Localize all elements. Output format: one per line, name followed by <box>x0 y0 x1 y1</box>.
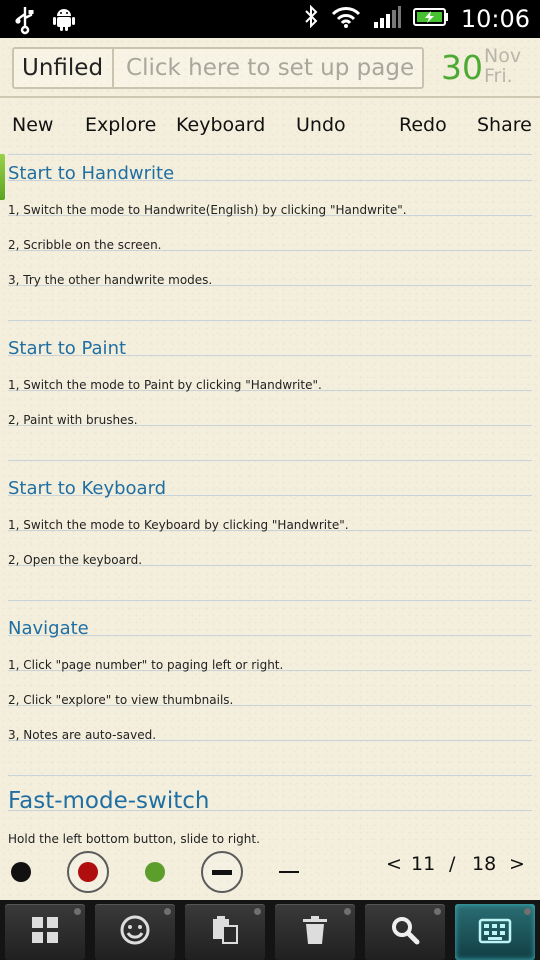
page-separator: / <box>449 853 456 875</box>
share-button[interactable]: Share <box>477 114 532 136</box>
color-red-swatch[interactable] <box>67 851 109 893</box>
stroke-thick-button[interactable] <box>201 851 243 893</box>
note-line: 2, Open the keyboard. <box>8 553 143 567</box>
bluetooth-icon <box>303 4 319 34</box>
clipboard-icon <box>209 914 241 950</box>
color-green-swatch[interactable] <box>145 862 165 882</box>
status-time: 10:06 <box>460 5 530 33</box>
note-line: 2, Paint with brushes. <box>8 413 138 427</box>
indicator-dot <box>434 908 441 915</box>
note-line: 1, Switch the mode to Keyboard by clicking "Handwrite". <box>8 518 349 532</box>
search-button[interactable] <box>365 904 445 960</box>
thick-line-glyph <box>212 870 232 875</box>
ruled-line <box>8 775 532 776</box>
section-heading: Start to Handwrite <box>8 163 175 184</box>
folder-selector[interactable]: Unfiled <box>14 49 114 87</box>
section-heading: Navigate <box>8 618 89 639</box>
stroke-thin-button[interactable] <box>279 871 299 873</box>
color-red-dot <box>78 862 98 882</box>
emoji-button[interactable] <box>95 904 175 960</box>
ruled-line <box>8 600 532 601</box>
note-line: 1, Switch the mode to Handwrite(English) by clicking "Handwrite". <box>8 203 407 217</box>
total-pages: 18 <box>472 853 497 875</box>
undo-button[interactable]: Undo <box>296 114 346 136</box>
page-title-placeholder[interactable]: Click here to set up page <box>126 55 415 81</box>
keyboard-icon <box>477 914 513 950</box>
new-button[interactable]: New <box>12 114 54 136</box>
note-line: 2, Click "explore" to view thumbnails. <box>8 693 234 707</box>
prev-page-button[interactable]: < <box>386 853 402 875</box>
delete-button[interactable] <box>275 904 355 960</box>
color-black-swatch[interactable] <box>11 862 31 882</box>
toolbar <box>0 100 540 150</box>
section-heading: Start to Keyboard <box>8 478 167 499</box>
keyboard-button[interactable]: Keyboard <box>176 114 266 136</box>
grid-icon <box>30 915 60 949</box>
section-heading: Fast-mode-switch <box>8 788 210 814</box>
note-line: 3, Try the other handwrite modes. <box>8 273 213 287</box>
ruled-line <box>8 320 532 321</box>
page-title-box[interactable] <box>12 47 424 89</box>
indicator-dot <box>74 908 81 915</box>
signal-icon <box>373 5 401 33</box>
next-page-button[interactable]: > <box>509 853 525 875</box>
indicator-dot <box>164 908 171 915</box>
wifi-icon <box>331 5 361 33</box>
current-line-marker <box>0 154 5 200</box>
page-header <box>0 38 540 96</box>
android-debug-icon <box>52 6 76 36</box>
notepad-page[interactable] <box>0 38 540 900</box>
note-line: 3, Notes are auto-saved. <box>8 728 157 742</box>
search-icon <box>389 914 421 950</box>
keyboard-mode-button[interactable] <box>455 904 535 960</box>
indicator-dot <box>524 908 531 915</box>
usb-icon <box>14 6 36 36</box>
indicator-dot <box>344 908 351 915</box>
battery-charging-icon <box>413 6 449 32</box>
clipboard-button[interactable] <box>185 904 265 960</box>
date-month: Nov <box>484 45 522 67</box>
indicator-dot <box>254 908 261 915</box>
trash-icon <box>300 914 330 950</box>
ruled-line <box>8 460 532 461</box>
note-line: Hold the left bottom button, slide to right. <box>8 832 260 846</box>
grid-menu-button[interactable] <box>5 904 85 960</box>
section-heading: Start to Paint <box>8 338 127 359</box>
header-divider <box>0 96 540 98</box>
date-day: 30 <box>441 48 483 87</box>
current-page-number[interactable]: 11 <box>411 853 436 875</box>
status-bar <box>0 0 540 38</box>
smiley-icon <box>119 914 151 950</box>
pen-toolbar <box>0 830 540 900</box>
explore-button[interactable]: Explore <box>85 114 157 136</box>
note-line: 2, Scribble on the screen. <box>8 238 162 252</box>
bottom-nav-bar <box>0 900 540 960</box>
redo-button[interactable]: Redo <box>399 114 447 136</box>
note-line: 1, Click "page number" to paging left or right. <box>8 658 284 672</box>
date-weekday: Fri. <box>484 65 513 87</box>
ruled-line <box>8 154 532 155</box>
note-line: 1, Switch the mode to Paint by clicking "Handwrite". <box>8 378 322 392</box>
